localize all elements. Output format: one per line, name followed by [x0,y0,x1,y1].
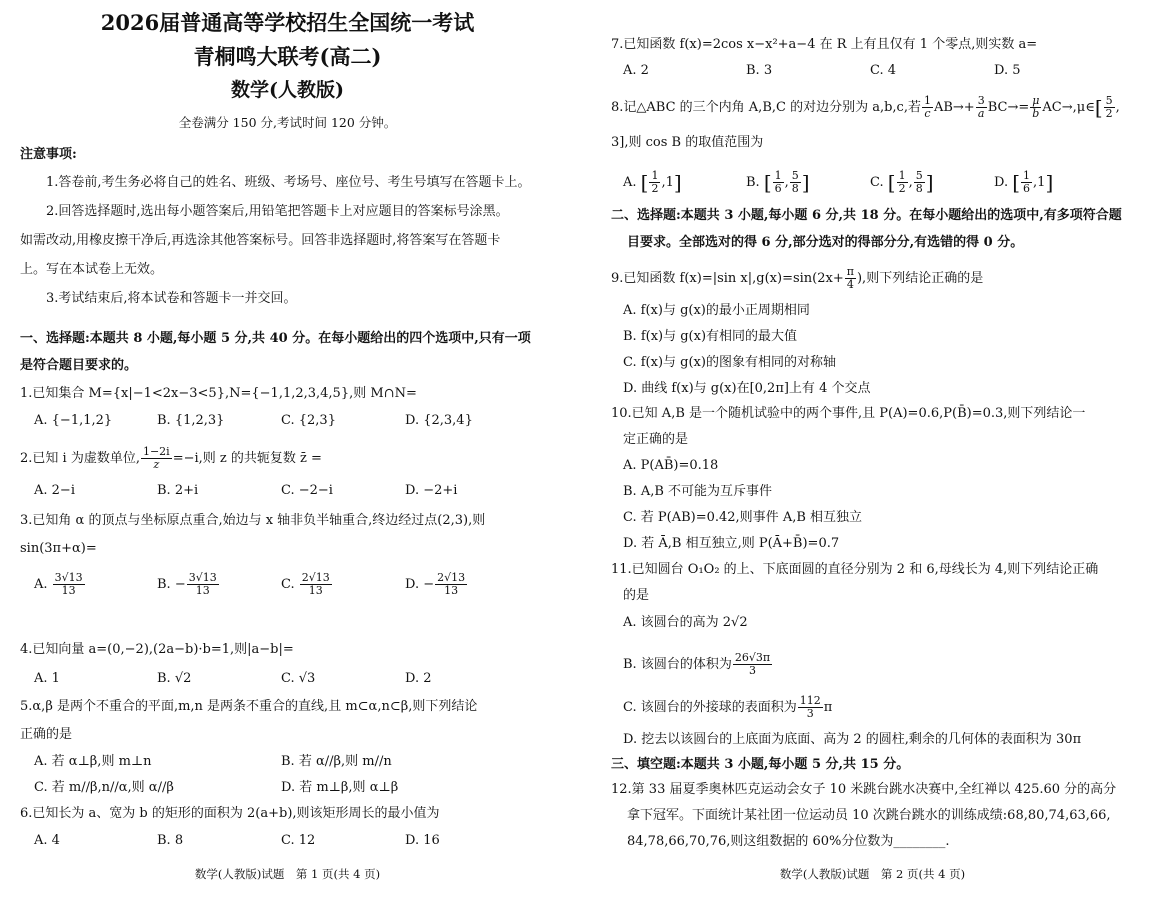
page-2 [585,0,1160,900]
q6-option-b: B. 8 [157,833,184,848]
q10-option-b: B. A,B 不可能为互斥事件 [623,484,773,499]
q2-option-c: C. −2−i [281,483,333,498]
notice-heading: 注意事项: [20,147,77,162]
question-11: 11.已知圆台 O₁O₂ 的上、下底面圆的直径分别为 2 和 6,母线长为 4,则下列结论正确 [611,562,1099,577]
question-12: 12.第 33 届夏季奥林匹克运动会女子 10 米跳台跳水决赛中,全红禅以 425.60 分的高分 [611,782,1117,797]
q2-option-a: A. 2−i [34,483,75,498]
exam-info: 全卷满分 150 分,考试时间 120 分钟。 [178,115,397,130]
notice-1: 1.答卷前,考生务必将自己的姓名、班级、考场号、座位号、考生号填写在答题卡上。 [46,175,531,190]
q10-option-a: A. P(AB̄)=0.18 [623,458,719,473]
q9-option-c: C. f(x)与 g(x)的图象有相同的对称轴 [623,355,836,370]
question-8-cont: 3],则 cos B 的取值范围为 [611,135,764,150]
q7-option-c: C. 4 [870,63,897,78]
question-3: 3.已知角 α 的顶点与坐标原点重合,始边与 x 轴非负半轴重合,终边经过点(2,3),则 [20,513,486,528]
q1-option-d: D. {2,3,4} [405,413,473,428]
page-1 [0,0,575,900]
q5-option-a: A. 若 α⊥β,则 m⊥n [34,754,152,769]
exam-title: 2026届普通高等学校招生全国统一考试 [100,10,475,35]
q8-option-a: A. [ $\frac{1}{2}$ ,1] [623,169,682,195]
page-footer-1: 数学(人教版)试题 第 1 页(共 4 页) [194,867,381,881]
q11-option-b: B. 该圆台的体积为 $\frac{26√3\pi}{3}$ [623,651,771,677]
q2-option-b: B. 2+i [157,483,199,498]
section-1-heading: 一、选择题:本题共 8 小题,每小题 5 分,共 40 分。在每小题给出的四个选项中,只有一项 [20,331,531,346]
q8-option-b: B. [ $\frac{1}{6}$ , $\frac{5}{8}$ ] [746,169,810,195]
question-12-cont2: 84,78,66,70,76,则这组数据的 60%分位数为________. [627,834,950,849]
section-2-heading: 二、选择题:本题共 3 小题,每小题 6 分,共 18 分。在每小题给出的选项中,有多项符合题 [611,208,1122,223]
question-5: 5.α,β 是两个不重合的平面,m,n 是两条不重合的直线,且 m⊂α,n⊂β,则下列结论 [20,699,478,714]
q6-option-a: A. 4 [34,833,60,848]
q3-option-b: B. − $\frac{3√13}{13}$ [157,571,217,597]
q1-option-c: C. {2,3} [281,413,336,428]
exam-subtitle: 青桐鸣大联考(高二) [193,44,382,69]
question-4: 4.已知向量 a=(0,−2),(2a−b)·b=1,则|a−b|= [20,642,294,657]
q10-option-c: C. 若 P(AB)=0.42,则事件 A,B 相互独立 [623,510,863,525]
q2-fraction: $\frac{1-2i}{z}$ [142,445,170,471]
q2-option-d: D. −2+i [405,483,458,498]
q3-option-a: A. $\frac{3√13}{13}$ [34,571,83,597]
q8-option-d: D. [ $\frac{1}{6}$ ,1] [994,169,1054,195]
q1-option-a: A. {−1,1,2} [34,413,113,428]
question-9: 9.已知函数 f(x)=|sin x|,g(x)=sin(2x+ $\frac{\pi}{4}$ ),则下列结论正确的是 [611,265,984,291]
notice-2b: 如需改动,用橡皮擦干净后,再选涂其他答案标号。回答非选择题时,将答案写在答题卡 [20,233,501,248]
q9-option-a: A. f(x)与 g(x)的最小正周期相同 [623,303,810,318]
question-3-cont: sin(3π+α)= [20,541,97,556]
q4-option-c: C. √3 [281,671,316,686]
q4-option-d: D. 2 [405,671,432,686]
question-8: 8.记△ABC 的三个内角 A,B,C 的对边分别为 a,b,c,若 $\frac{1}{c}$ AB→+ $\frac{3}{a}$ BC→= $\frac{\mu}{b}$ AC→,μ∈[ $\frac{5}{2}$ , [611,94,1120,120]
q7-option-b: B. 3 [746,63,773,78]
q6-option-d: D. 16 [405,833,440,848]
q3-option-c: C. $\frac{2√13}{13}$ [281,571,330,597]
q7-option-a: A. 2 [623,63,649,78]
page-footer-2: 数学(人教版)试题 第 2 页(共 4 页) [779,867,966,881]
subject-title: 数学(人教版) [231,79,344,101]
question-7: 7.已知函数 f(x)=2cos x−x²+a−4 在 R 上有且仅有 1 个零点,则实数 a= [611,37,1038,52]
q4-option-a: A. 1 [34,671,60,686]
q3-option-d: D. − $\frac{2√13}{13}$ [405,571,466,597]
q7-option-d: D. 5 [994,63,1021,78]
q9-option-d: D. 曲线 f(x)与 g(x)在[0,2π]上有 4 个交点 [623,381,871,396]
question-5-cont: 正确的是 [20,727,73,742]
notice-2a: 2.回答选择题时,选出每小题答案后,用铅笔把答题卡上对应题目的答案标号涂黑。 [46,204,509,219]
q11-option-a: A. 该圆台的高为 2√2 [623,615,748,630]
question-2: 2.已知 i 为虚数单位, $\frac{1-2i}{z}$ =−i,则 z 的共轭复数 z̄ = [20,445,322,471]
question-10-cont: 定正确的是 [623,432,689,447]
q6-option-c: C. 12 [281,833,316,848]
q9-option-b: B. f(x)与 g(x)有相同的最大值 [623,329,798,344]
q8-option-c: C. [ $\frac{1}{2}$ , $\frac{5}{8}$ ] [870,169,934,195]
section-1-heading-cont: 是符合题目要求的。 [20,358,138,373]
q5-option-c: C. 若 m//β,n//α,则 α//β [34,780,174,795]
q1-option-b: B. {1,2,3} [157,413,225,428]
question-11-cont: 的是 [623,588,650,603]
q11-option-d: D. 挖去以该圆台的上底面为底面、高为 2 的圆柱,剩余的几何体的表面积为 30π [623,732,1082,747]
section-3-heading: 三、填空题:本题共 3 小题,每小题 5 分,共 15 分。 [611,757,910,772]
question-10: 10.已知 A,B 是一个随机试验中的两个事件,且 P(A)=0.6,P(B̄)=0.3,则下列结论一 [611,406,1086,421]
section-2-heading-cont: 目要求。全部选对的得 6 分,部分选对的得部分分,有选错的得 0 分。 [627,235,1024,250]
q5-option-b: B. 若 α//β,则 m//n [281,754,392,769]
q10-option-d: D. 若 Ā,B 相互独立,则 P(Ā+B̄)=0.7 [623,536,840,551]
notice-2c: 上。写在本试卷上无效。 [20,262,164,277]
question-12-cont: 拿下冠军。下面统计某社团一位运动员 10 次跳台跳水的训练成绩:68,80,74,63,66, [627,808,1111,823]
notice-3: 3.考试结束后,将本试卷和答题卡一并交回。 [46,291,297,306]
q5-option-d: D. 若 m⊥β,则 α⊥β [281,780,399,795]
q11-option-c: C. 该圆台的外接球的表面积为 $\frac{112}{3}$ π [623,694,833,720]
question-6: 6.已知长为 a、宽为 b 的矩形的面积为 2(a+b),则该矩形周长的最小值为 [20,806,440,821]
q4-option-b: B. √2 [157,671,192,686]
question-1: 1.已知集合 M={x|−1<2x−3<5},N={−1,1,2,3,4,5},则 M∩N= [20,386,417,401]
